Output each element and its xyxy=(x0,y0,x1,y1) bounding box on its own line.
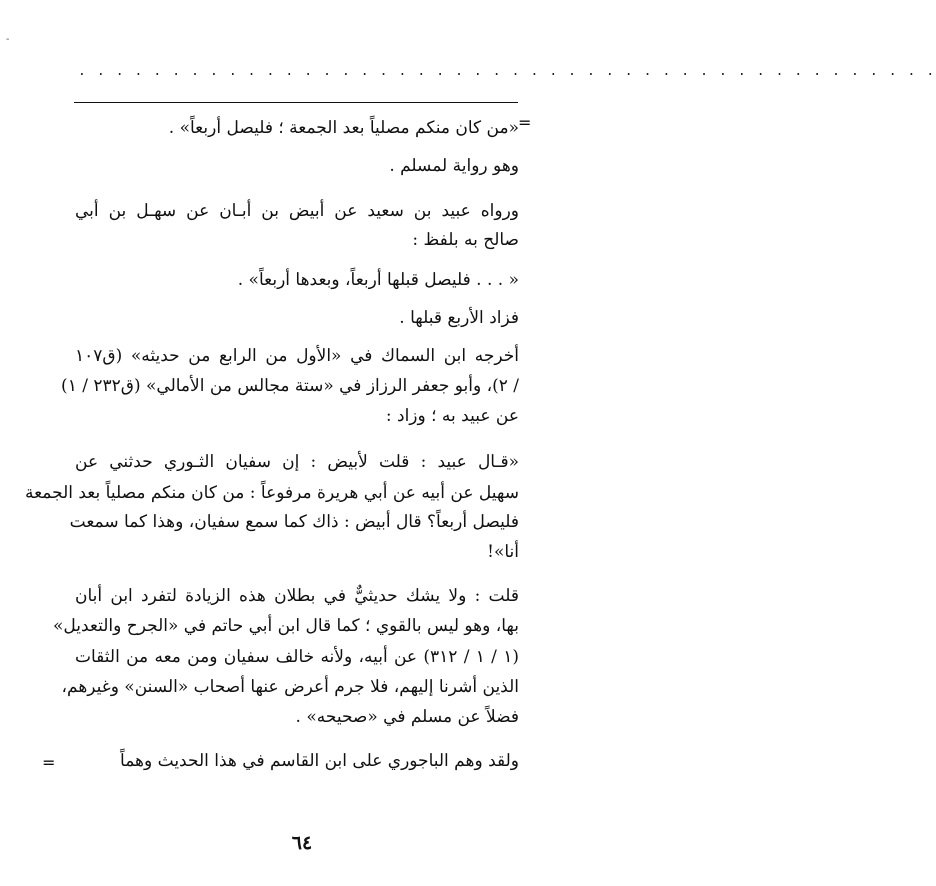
text-line-11: سهيل عن أبيه عن أبي هريرة مرفوعاً : من كان منكم مصلياً بعد الجمعة xyxy=(24,483,519,503)
text-line-19: ولقد وهم الباجوري على ابن القاسم في هذا الحديث وهماً xyxy=(120,751,519,771)
text-line-5: « . . . فليصل قبلها أربعاً، وبعدها أربعاً» . xyxy=(237,270,519,290)
continuation-mark-bottom: = xyxy=(42,753,56,772)
text-line-2: وهو رواية لمسلم . xyxy=(389,156,519,176)
text-line-18: فضلاً عن مسلم في «صحيحه» . xyxy=(295,707,519,727)
continuation-mark-top: = xyxy=(518,113,532,132)
text-line-16: (١ / ١ / ٣١٢) عن أبيه، ولأنه خالف سفيان ومن معه من الثقات xyxy=(75,647,519,667)
text-line-7: أخرجه ابن السماك في «الأول من الرابع من حديثه» (ق١٠٧ xyxy=(75,346,519,366)
text-line-4: صالح به بلفظ : xyxy=(412,230,519,250)
margin-tick: - xyxy=(6,34,10,45)
text-line-12: فليصل أربعاً؟ قال أبيض : ذاك كما سمع سفيان، وهذا كما سمعت xyxy=(69,512,519,532)
text-line-10: «قـال عبيد : قلت لأبيض : إن سفيان الثـوري حدثني عن xyxy=(75,452,519,472)
text-line-8: / ٢)، وأبو جعفر الرزاز في «ستة مجالس من الأمالي» (ق٢٣٢ / ١) xyxy=(61,376,519,396)
header-dotted-line: . . . . . . . . . . . . . . . . . . . . . . . . . . . . . . . . . . . . . . . . . . . . . . xyxy=(78,64,936,79)
header-rule xyxy=(74,102,518,103)
text-line-9: عن عبيد به ؛ وزاد : xyxy=(385,406,519,426)
text-line-15: بها، وهو ليس بالقوي ؛ كما قال ابن أبي حاتم في «الجرح والتعديل» xyxy=(52,616,519,636)
text-line-6: فزاد الأربع قبلها . xyxy=(399,308,519,328)
text-line-17: الذين أشرنا إليهم، فلا جرم أعرض عنها أصحاب «السنن» وغيرهم، xyxy=(61,677,519,697)
page-number: ٦٤ xyxy=(291,832,313,854)
text-line-14: قلت : ولا يشك حديثيٌّ في بطلان هذه الزيادة لتفرد ابن أبان xyxy=(75,586,519,606)
text-line-13: أنا»! xyxy=(487,542,519,562)
text-line-1: «من كان منكم مصلياً بعد الجمعة ؛ فليصل أربعاً» . xyxy=(168,118,519,138)
text-line-3: ورواه عبيد بن سعيد عن أبيض بن أبـان عن سهـل بن أبي xyxy=(75,201,519,221)
